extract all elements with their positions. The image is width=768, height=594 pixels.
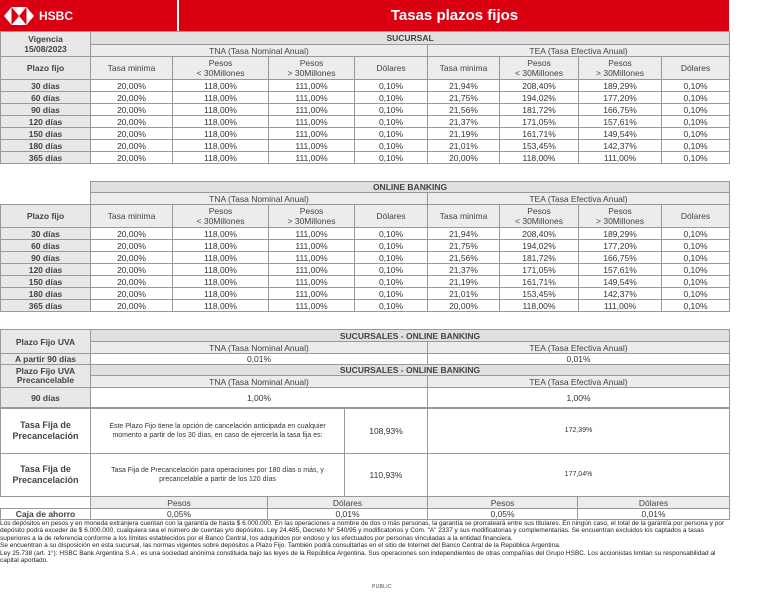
plazo-label: 180 días — [1, 140, 91, 152]
rate-cell: 111,00% — [269, 92, 355, 104]
rate-cell: 161,71% — [500, 276, 579, 288]
col-pesos-mayor — [579, 205, 662, 228]
table-row — [1, 152, 730, 164]
rate-cell: 20,00% — [91, 300, 173, 312]
col-tasa-minima: Tasa minima — [91, 57, 173, 80]
rate-cell: 118,00% — [173, 140, 269, 152]
hexagon-logo-icon — [4, 7, 34, 25]
rate-cell: 20,00% — [91, 276, 173, 288]
rate-cell: 20,00% — [91, 252, 173, 264]
rate-cell: 20,00% — [91, 104, 173, 116]
rate-cell: 0,10% — [355, 252, 428, 264]
caja-dolares-header: Dólares — [268, 497, 428, 509]
legal-paragraph: Se encuentran a su disposición en esta sucursal, las normas vigentes sobre depósitos a Plazo Fijo. También podrá consultarlas en el sitio de Internet del Banco Central de la República Argentina. — [0, 542, 561, 550]
rate-cell: 194,02% — [500, 240, 579, 252]
caja-ahorro-table — [0, 496, 730, 520]
legal-paragraph: Ley 25.738 (art. 1°): HSBC Bank Argentina S.A , es una sociedad anónima constituida bajo las leyes de la República Argentina. Sus operaciones son independientes de otras compañías del Grupo HSBC. Los accionistas limitan su responsabilidad al capital aportado. — [0, 549, 716, 565]
menor30-label: < 30Millones — [196, 216, 245, 226]
table-row — [1, 276, 730, 288]
rate-cell: 21,94% — [428, 80, 500, 92]
caja-tea-dolares: 0,01% — [578, 509, 730, 520]
plazo-label: 365 días — [1, 152, 91, 164]
blank-cell — [1, 182, 91, 205]
uva-prec-title: Plazo Fijo UVA Precancelable — [1, 365, 91, 388]
rate-cell: 118,00% — [173, 116, 269, 128]
classification-label: PUBLIC — [372, 584, 392, 590]
uva-prec-tna: 1,00% — [91, 388, 428, 408]
rate-cell: 0,10% — [355, 92, 428, 104]
caja-pesos-header: Pesos — [428, 497, 578, 509]
sucursal-rows — [1, 80, 730, 164]
rate-cell: 20,00% — [428, 300, 500, 312]
rate-cell: 0,10% — [662, 288, 730, 300]
header-divider — [177, 0, 179, 31]
plazo-label: 150 días — [1, 128, 91, 140]
rate-cell: 21,37% — [428, 116, 500, 128]
section-suc-online: SUCURSALES - ONLINE BANKING — [91, 365, 730, 376]
rate-cell: 157,61% — [579, 264, 662, 276]
rate-cell: 118,00% — [173, 104, 269, 116]
plazo-label: 60 días — [1, 92, 91, 104]
rate-cell: 118,00% — [173, 228, 269, 240]
col-pesos-mayor — [579, 57, 662, 80]
rate-cell: 20,00% — [91, 152, 173, 164]
rate-cell: 118,00% — [173, 264, 269, 276]
col-pesos-menor — [173, 205, 269, 228]
rate-cell: 177,20% — [579, 92, 662, 104]
tna-header: TNA (Tasa Nominal Anual) — [91, 342, 428, 354]
rate-cell: 189,29% — [579, 80, 662, 92]
col-tasa-minima: Tasa minima — [428, 57, 500, 80]
caja-label: Caja de ahorro — [1, 509, 91, 520]
rate-cell: 0,10% — [662, 276, 730, 288]
rate-cell: 111,00% — [269, 104, 355, 116]
rate-cell: 189,29% — [579, 228, 662, 240]
rate-cell: 20,00% — [91, 92, 173, 104]
caja-tna-dolares: 0,01% — [268, 509, 428, 520]
col-pesos-mayor — [269, 57, 355, 80]
rate-cell: 0,10% — [662, 116, 730, 128]
table-row — [1, 116, 730, 128]
tasa-fija-label: Tasa Fija de Precancelación — [1, 409, 91, 454]
rate-cell: 21,01% — [428, 140, 500, 152]
rate-cell: 142,37% — [579, 288, 662, 300]
section-suc-online: SUCURSALES - ONLINE BANKING — [91, 330, 730, 342]
pesos-label: Pesos — [208, 206, 233, 216]
table-row — [1, 228, 730, 240]
logo-text: HSBC — [39, 8, 74, 23]
rate-cell: 0,10% — [355, 140, 428, 152]
tasa-fija-note: Tasa Fija de Precancelación para operaciones por 180 días o más, y precancelable a partir de los 120 días — [91, 454, 345, 497]
tasa-fija-table — [0, 408, 730, 497]
rate-cell: 0,10% — [355, 80, 428, 92]
plazo-label: 120 días — [1, 264, 91, 276]
rate-cell: 118,00% — [173, 240, 269, 252]
rate-cell: 21,01% — [428, 288, 500, 300]
tasa-fija-tna: 108,93% — [345, 409, 428, 454]
table-row — [1, 252, 730, 264]
rate-cell: 20,00% — [91, 228, 173, 240]
menor30-label: < 30Millones — [196, 68, 245, 78]
col-tasa-minima: Tasa minima — [91, 205, 173, 228]
rate-cell: 0,10% — [662, 80, 730, 92]
rate-cell: 177,20% — [579, 240, 662, 252]
hsbc-logo — [0, 0, 90, 31]
uva-title: Plazo Fijo UVA — [1, 330, 91, 354]
table-row — [1, 264, 730, 276]
col-dolares: Dólares — [355, 205, 428, 228]
rate-cell: 21,56% — [428, 252, 500, 264]
rate-cell: 111,00% — [269, 288, 355, 300]
section-online: ONLINE BANKING — [91, 182, 730, 193]
rate-cell: 118,00% — [173, 288, 269, 300]
caja-tea-pesos: 0,05% — [428, 509, 578, 520]
rate-cell: 194,02% — [500, 92, 579, 104]
plazo-label: 30 días — [1, 80, 91, 92]
rate-cell: 0,10% — [355, 228, 428, 240]
plazo-fijo-header: Plazo fijo — [1, 57, 91, 80]
table-row — [1, 128, 730, 140]
online-rows — [1, 228, 730, 312]
rate-cell: 111,00% — [269, 240, 355, 252]
rate-cell: 20,00% — [91, 240, 173, 252]
header-banner — [0, 0, 729, 31]
rate-cell: 0,10% — [662, 152, 730, 164]
rate-cell: 20,00% — [91, 80, 173, 92]
rate-cell: 111,00% — [269, 264, 355, 276]
rate-cell: 20,00% — [91, 288, 173, 300]
table-row — [1, 104, 730, 116]
rate-cell: 181,72% — [500, 252, 579, 264]
rate-cell: 118,00% — [500, 300, 579, 312]
tasa-fija-tna: 110,93% — [345, 454, 428, 497]
col-dolares: Dólares — [355, 57, 428, 80]
tna-header: TNA (Tasa Nominal Anual) — [91, 45, 428, 57]
rate-cell: 20,00% — [91, 140, 173, 152]
vigencia-date: 15/08/2023 — [24, 44, 67, 54]
rate-cell: 157,61% — [579, 116, 662, 128]
uva-prec-tea: 1,00% — [428, 388, 730, 408]
plazo-label: 90 días — [1, 104, 91, 116]
tasa-fija-tea: 177,04% — [428, 454, 730, 497]
rate-cell: 21,19% — [428, 128, 500, 140]
table-row — [1, 140, 730, 152]
pesos-label: Pesos — [608, 58, 632, 68]
rate-cell: 0,10% — [355, 116, 428, 128]
rate-cell: 0,10% — [662, 264, 730, 276]
rate-cell: 21,94% — [428, 228, 500, 240]
uva-table — [0, 329, 730, 408]
rate-cell: 21,56% — [428, 104, 500, 116]
tasa-fija-label: Tasa Fija de Precancelación — [1, 454, 91, 497]
rate-cell: 20,00% — [91, 128, 173, 140]
page-title: Tasas plazos fijos — [390, 7, 519, 24]
plazo-label: 365 días — [1, 300, 91, 312]
section-sucursal: SUCURSAL — [91, 32, 730, 45]
caja-dolares-header: Dólares — [578, 497, 730, 509]
mayor30-label: > 30Millones — [596, 68, 644, 78]
legal-footer — [0, 520, 729, 594]
plazo-label: 90 días — [1, 252, 91, 264]
table-row — [1, 80, 730, 92]
pesos-label: Pesos — [608, 206, 632, 216]
rate-cell: 111,00% — [269, 80, 355, 92]
rate-cell: 149,54% — [579, 128, 662, 140]
caja-pesos-header: Pesos — [91, 497, 268, 509]
col-dolares: Dólares — [662, 57, 730, 80]
plazo-label: 180 días — [1, 288, 91, 300]
col-pesos-menor — [500, 205, 579, 228]
tea-header: TEA (Tasa Efectiva Anual) — [428, 45, 730, 57]
rate-cell: 111,00% — [269, 300, 355, 312]
col-tasa-minima: Tasa minima — [428, 205, 500, 228]
rate-cell: 0,10% — [662, 128, 730, 140]
rate-cell: 161,71% — [500, 128, 579, 140]
rate-cell: 118,00% — [173, 128, 269, 140]
pesos-label: Pesos — [299, 58, 324, 68]
mayor30-label: > 30Millones — [287, 216, 336, 226]
rate-cell: 111,00% — [269, 116, 355, 128]
rate-cell: 166,75% — [579, 104, 662, 116]
col-pesos-mayor — [269, 205, 355, 228]
uva-tna: 0,01% — [91, 354, 428, 365]
rate-cell: 208,40% — [500, 80, 579, 92]
rate-cell: 111,00% — [269, 276, 355, 288]
menor30-label: < 30Millones — [515, 68, 563, 78]
rate-cell: 0,10% — [355, 276, 428, 288]
pesos-label: Pesos — [527, 206, 551, 216]
rate-cell: 149,54% — [579, 276, 662, 288]
rate-cell: 171,05% — [500, 264, 579, 276]
plazo-fijo-header: Plazo fijo — [1, 205, 91, 228]
pesos-label: Pesos — [299, 206, 324, 216]
rate-cell: 118,00% — [173, 92, 269, 104]
vigencia-label: Vigencia — [28, 34, 63, 44]
online-table — [0, 181, 730, 312]
rate-cell: 118,00% — [173, 252, 269, 264]
pesos-label: Pesos — [527, 58, 551, 68]
pesos-label: Pesos — [208, 58, 233, 68]
plazo-label: 30 días — [1, 228, 91, 240]
rate-cell: 111,00% — [269, 140, 355, 152]
rate-cell: 118,00% — [173, 80, 269, 92]
rate-cell: 0,10% — [355, 300, 428, 312]
tna-header: TNA (Tasa Nominal Anual) — [91, 193, 428, 205]
rate-cell: 0,10% — [662, 252, 730, 264]
rate-cell: 0,10% — [355, 288, 428, 300]
vigencia-cell — [1, 32, 91, 57]
table-row — [1, 240, 730, 252]
uva-prec-row-label: 90 días — [1, 388, 91, 408]
rate-cell: 0,10% — [662, 104, 730, 116]
blank-cell — [1, 497, 91, 509]
rate-cell: 0,10% — [662, 300, 730, 312]
uva-tea: 0,01% — [428, 354, 730, 365]
mayor30-label: > 30Millones — [287, 68, 336, 78]
rate-cell: 21,19% — [428, 276, 500, 288]
col-pesos-menor — [500, 57, 579, 80]
rate-cell: 21,37% — [428, 264, 500, 276]
rate-cell: 21,75% — [428, 92, 500, 104]
table-row — [1, 288, 730, 300]
rate-cell: 111,00% — [579, 300, 662, 312]
rate-cell: 208,40% — [500, 228, 579, 240]
rate-cell: 20,00% — [428, 152, 500, 164]
rate-cell: 111,00% — [579, 152, 662, 164]
rate-cell: 0,10% — [662, 92, 730, 104]
rate-cell: 166,75% — [579, 252, 662, 264]
caja-tna-pesos: 0,05% — [91, 509, 268, 520]
rate-cell: 111,00% — [269, 228, 355, 240]
tna-header: TNA (Tasa Nominal Anual) — [91, 376, 428, 388]
tea-header: TEA (Tasa Efectiva Anual) — [428, 376, 730, 388]
rate-cell: 153,45% — [500, 140, 579, 152]
rate-cell: 0,10% — [662, 240, 730, 252]
rate-cell: 171,05% — [500, 116, 579, 128]
tea-header: TEA (Tasa Efectiva Anual) — [428, 342, 730, 354]
rate-cell: 181,72% — [500, 104, 579, 116]
rate-cell: 118,00% — [500, 152, 579, 164]
rate-cell: 21,75% — [428, 240, 500, 252]
rate-cell: 153,45% — [500, 288, 579, 300]
tasa-fija-tea: 172,39% — [428, 409, 730, 454]
col-pesos-menor — [173, 57, 269, 80]
plazo-label: 60 días — [1, 240, 91, 252]
menor30-label: < 30Millones — [515, 216, 563, 226]
rate-cell: 20,00% — [91, 264, 173, 276]
tasa-fija-note: Este Plazo Fijo tiene la opción de cancelación anticipada en cualquier momento a partir de los 30 días, en caso de ejercerla la tasa fija es: — [91, 409, 345, 454]
rate-cell: 111,00% — [269, 152, 355, 164]
legal-paragraph: Los depósitos en pesos y en moneda extranjera cuentan con la garantía de hasta $ 6.000.000. En las operaciones a nombre de dos o más personas, la garantía se prorrateará entre sus titulares. En ningún caso, el total de la garantía por persona y por depósito podrá exceder de $ 6.000.000, cualquiera sea el número de cuentas y/o depósitos. Ley 24.485, Decreto N° 540/95 y modificatorios y Com. "A" 2337 y sus modificatorias y complementarias. Se encuentran excluidos los captados a tasas superiores a la de referencia conforme a los límites establecidos por el Banco Central, los adquiridos por endoso y los efectuados por personas vinculadas a la entidad financiera. — [0, 520, 725, 542]
rate-cell: 0,10% — [355, 104, 428, 116]
sucursal-table — [0, 31, 730, 164]
table-row — [1, 92, 730, 104]
rate-cell: 0,10% — [355, 240, 428, 252]
rate-cell: 0,10% — [662, 140, 730, 152]
rate-cell: 111,00% — [269, 252, 355, 264]
plazo-label: 120 días — [1, 116, 91, 128]
rate-cell: 0,10% — [355, 128, 428, 140]
rate-cell: 20,00% — [91, 116, 173, 128]
table-row — [1, 300, 730, 312]
plazo-label: 150 días — [1, 276, 91, 288]
rate-cell: 0,10% — [355, 264, 428, 276]
uva-row-label: A partir 90 días — [1, 354, 91, 365]
rate-cell: 111,00% — [269, 128, 355, 140]
rate-cell: 142,37% — [579, 140, 662, 152]
mayor30-label: > 30Millones — [596, 216, 644, 226]
rate-cell: 0,10% — [355, 152, 428, 164]
col-dolares: Dólares — [662, 205, 730, 228]
rate-cell: 118,00% — [173, 300, 269, 312]
tea-header: TEA (Tasa Efectiva Anual) — [428, 193, 730, 205]
rate-cell: 118,00% — [173, 276, 269, 288]
rate-cell: 0,10% — [662, 228, 730, 240]
rate-cell: 118,00% — [173, 152, 269, 164]
